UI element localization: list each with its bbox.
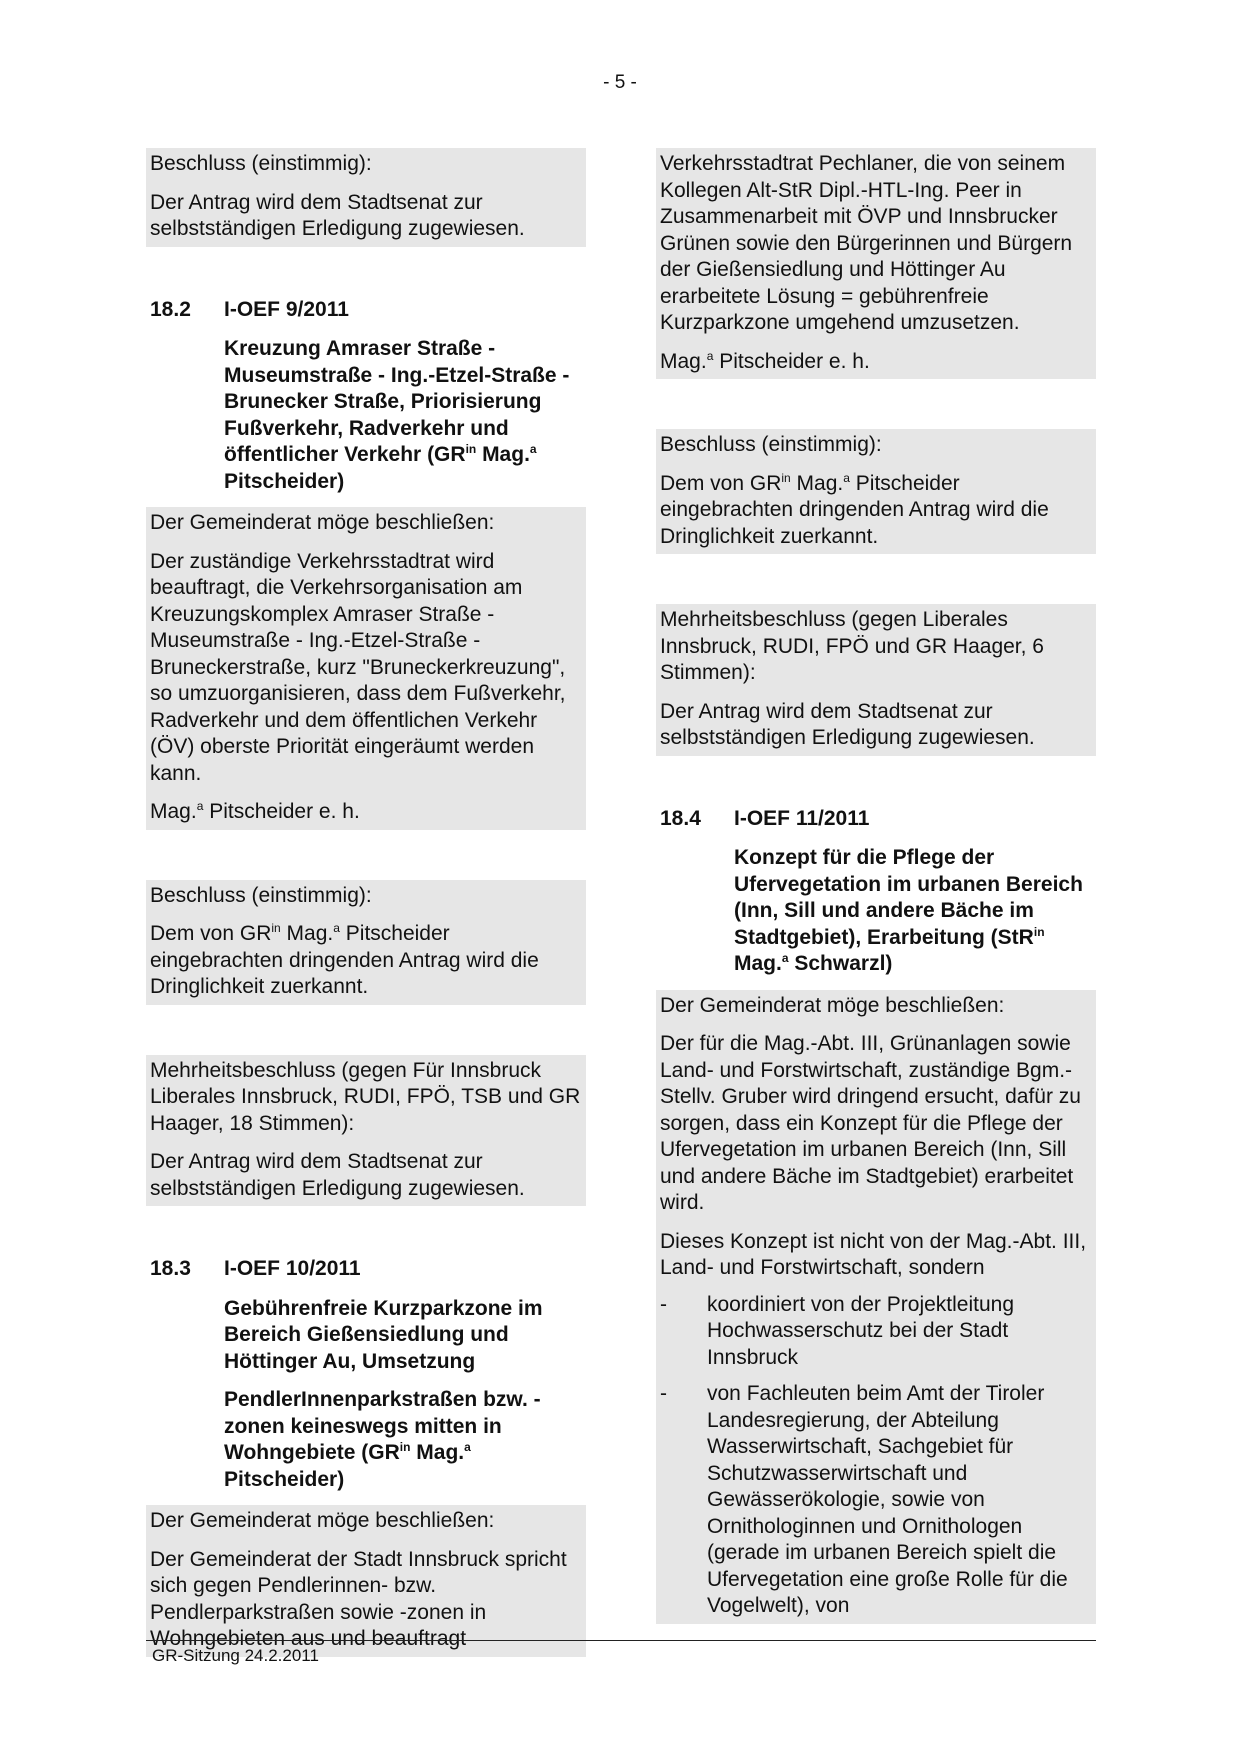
motion-label: Der Gemeinderat möge beschließen: bbox=[150, 1509, 495, 1532]
motion-text-2: Dieses Konzept ist nicht von der Mag.-Abt. III, Land- und Forstwirtschaft, sondern bbox=[660, 1229, 1087, 1279]
list-item bbox=[660, 1292, 1092, 1372]
motion-label: Der Gemeinderat möge beschließen: bbox=[660, 993, 1005, 1017]
motion-label: Der Gemeinderat möge beschließen: bbox=[150, 511, 495, 534]
section-code: I-OEF 11/2011 bbox=[734, 806, 870, 830]
section-title: Gebührenfreie Kurzparkzone im Bereich Gießensiedlung und Höttinger Au, Umsetzung bbox=[224, 1296, 543, 1373]
resolution-text: Dem von $GR^{in}$ Mag.$^a$ Pitscheider eingebrachten dringenden Antrag wird die Dringlichkeit zuerkannt. bbox=[150, 921, 539, 998]
motion-text: Der zuständige Verkehrsstadtrat wird beauftragt, die Verkehrsorganisation am Kreuzungskomplex Amraser Straße - Museumstraße - Ing.-Etzel-Straße - Bruneckerstraße, kurz "Bruneckerkreuzung", so umzuorganisieren, dass dem Fußverkehr, Radverkehr und dem öffentlichen Verkehr (ÖV) oberste Priorität eingeräumt werden kann. bbox=[150, 549, 566, 785]
section-heading-18-4 bbox=[656, 806, 1096, 833]
section-title: Kreuzung Amraser Straße - Museumstraße - Ing.-Etzel-Straße - Brunecker Straße, Priorisierung Fußverkehr, Radverkehr und öffentlicher Verkehr ($GR^{in}$ Mag.$^a$ Pitscheider) bbox=[224, 337, 570, 493]
motion-signature: Mag.$^a$ Pitscheider e. h. bbox=[660, 348, 870, 373]
majority-resolution-box bbox=[146, 1055, 586, 1207]
footer-rule bbox=[146, 1640, 1096, 1641]
list-item-text: koordiniert von der Projektleitung Hochwasserschutz bei der Stadt Innsbruck bbox=[707, 1292, 1015, 1369]
section-number: 18.2 bbox=[150, 297, 191, 321]
motion-box bbox=[656, 990, 1096, 1624]
section-heading-18-3 bbox=[146, 1256, 586, 1283]
resolution-label: Mehrheitsbeschluss (gegen Für Innsbruck Liberales Innsbruck, RUDI, FPÖ, TSB und GR Haager, 18 Stimmen): bbox=[150, 1058, 581, 1135]
motion-text: Verkehrsstadtrat Pechlaner, die von seinem Kollegen Alt-StR Dipl.-HTL-Ing. Peer in Zusammenarbeit mit ÖVP und Innsbrucker Grünen sowie den Bürgerinnen und Bürgern der Gießensiedlung und Höttinger Au erarbeitete Lösung = gebührenfreie Kurzparkzone umgehend umzusetzen. bbox=[660, 152, 1073, 334]
motion-text: Der für die Mag.-Abt. III, Grünanlagen sowie Land- und Forstwirtschaft, zuständige Bgm.-Stellv. Gruber wird dringend ersucht, dafür zu sorgen, dass ein Konzept für die Pflege der Ufervegetation im urbanen Bereich (Inn, Sill und andere Bäche im Stadtgebiet) erarbeitet wird. bbox=[660, 1032, 1081, 1214]
bullet-dash: - bbox=[660, 1292, 667, 1316]
urgency-resolution-box bbox=[146, 880, 586, 1005]
resolution-text: Der Antrag wird dem Stadtsenat zur selbstständigen Erledigung zugewiesen. bbox=[150, 1150, 525, 1200]
page-number: - 5 - bbox=[603, 72, 637, 93]
footer-text: GR-Sitzung 24.2.2011 bbox=[152, 1646, 319, 1665]
section-code: I-OEF 10/2011 bbox=[224, 1257, 361, 1280]
motion-continuation-box bbox=[656, 148, 1096, 379]
section-code: I-OEF 9/2011 bbox=[224, 297, 349, 321]
motion-signature: Mag.$^a$ Pitscheider e. h. bbox=[150, 799, 360, 823]
motion-box bbox=[146, 507, 586, 830]
list-item-text: von Fachleuten beim Amt der Tiroler Landesregierung, der Abteilung Wasserwirtschaft, Sachgebiet für Schutzwasserwirtschaft und Gewässerökologie, sowie von Ornithologinnen und Ornithologen (gerade im urbanen Bereich spielt die Ufervegetation eine große Rolle für die Vogelwelt), von bbox=[707, 1382, 1068, 1617]
resolution-label: Beschluss (einstimmig): bbox=[150, 152, 372, 175]
resolution-text: Der Antrag wird dem Stadtsenat zur selbstständigen Erledigung zugewiesen. bbox=[660, 699, 1035, 749]
motion-box bbox=[146, 1505, 586, 1657]
bullet-list bbox=[660, 1292, 1092, 1620]
resolution-text: Dem von $GR^{in}$ Mag.$^a$ Pitscheider eingebrachten dringenden Antrag wird die Dringlichkeit zuerkannt. bbox=[660, 470, 1049, 548]
urgency-resolution-box bbox=[656, 429, 1096, 554]
section-title: Konzept für die Pflege der Ufervegetation im urbanen Bereich (Inn, Sill und andere Bäche im Stadtgebiet), Erarbeitung (StR$^{in}$ Mag.$^a$ Schwarzl) bbox=[734, 846, 1083, 975]
section-title-2: PendlerInnenparkstraßen bzw. -zonen keineswegs mitten in Wohngebiete ($GR^{in}$ Mag.$^a$ Pitscheider) bbox=[224, 1388, 541, 1491]
resolution-text: Der Antrag wird dem Stadtsenat zur selbstständigen Erledigung zugewiesen. bbox=[150, 190, 525, 240]
list-item bbox=[660, 1381, 1092, 1620]
motion-text: Der Gemeinderat der Stadt Innsbruck spricht sich gegen Pendlerinnen- bzw. Pendlerparkstraßen sowie -zonen in Wohngebieten aus und beauftragt bbox=[150, 1547, 567, 1650]
bullet-dash: - bbox=[660, 1382, 667, 1405]
resolution-label: Mehrheitsbeschluss (gegen Liberales Innsbruck, RUDI, FPÖ und GR Haager, 6 Stimmen): bbox=[660, 608, 1044, 684]
section-heading-18-2 bbox=[146, 297, 586, 324]
left-column bbox=[146, 148, 586, 1657]
section-number: 18.4 bbox=[660, 806, 701, 830]
resolution-label: Beschluss (einstimmig): bbox=[660, 433, 882, 456]
section-number: 18.3 bbox=[150, 1257, 191, 1280]
majority-resolution-box bbox=[656, 604, 1096, 756]
right-column bbox=[656, 148, 1096, 1624]
resolution-label: Beschluss (einstimmig): bbox=[150, 883, 372, 907]
resolution-box bbox=[146, 148, 586, 247]
